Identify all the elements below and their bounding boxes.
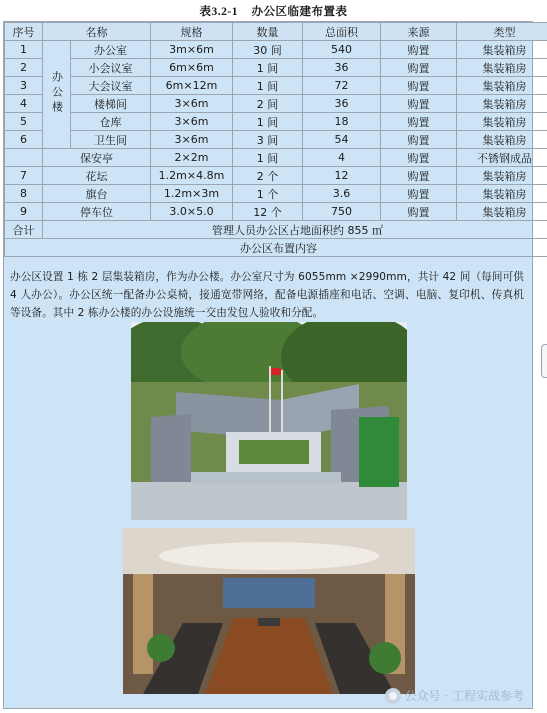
row-qty: 30 间: [233, 41, 303, 59]
row-qty: 1 间: [233, 77, 303, 95]
row-type: 集装箱房: [457, 167, 547, 185]
wechat-logo-icon: [385, 688, 401, 704]
row-number: 9: [5, 203, 43, 221]
row-area: 4: [303, 149, 381, 167]
office-compound-illustration: [131, 322, 407, 520]
total-label: 合计: [5, 221, 43, 239]
side-panel-handle[interactable]: [541, 344, 547, 378]
row-qty: 1 间: [233, 59, 303, 77]
document-sheet: [3, 21, 533, 709]
row-source: 购置: [381, 41, 457, 59]
section-title: 办公区布置内容: [5, 239, 547, 257]
row-type: 集装箱房: [457, 59, 547, 77]
table-title: [0, 3, 547, 19]
row-name: 花坛: [43, 167, 151, 185]
table-title-text: 办公区临建布置表: [251, 4, 348, 18]
header-cell: 名称: [43, 23, 151, 41]
row-type: 集装箱房: [457, 203, 547, 221]
row-source: 购置: [381, 59, 457, 77]
row-spec: 3×6m: [151, 131, 233, 149]
table-row: [5, 59, 547, 77]
table-row: [5, 167, 547, 185]
row-number: 4: [5, 95, 43, 113]
header-cell: 规格: [151, 23, 233, 41]
watermark-text: 公众号 · 工程实战参考: [404, 689, 524, 703]
row-area: 3.6: [303, 185, 381, 203]
group-label: 办公楼: [50, 70, 64, 116]
row-qty: 12 个: [233, 203, 303, 221]
section-title-row: [5, 239, 547, 257]
row-type: 集装箱房: [457, 77, 547, 95]
row-spec: 3×6m: [151, 113, 233, 131]
row-name: 停车位: [43, 203, 151, 221]
row-spec: 3×6m: [151, 95, 233, 113]
total-text: 管理人员办公区占地面积约 855 ㎡: [43, 221, 547, 239]
header-cell: 总面积: [303, 23, 381, 41]
row-source: 购置: [381, 95, 457, 113]
layout-table: [4, 22, 547, 257]
row-source: 购置: [381, 167, 457, 185]
row-spec: 3.0×5.0: [151, 203, 233, 221]
row-spec: 1.2m×3m: [151, 185, 233, 203]
row-name: 卫生间: [71, 131, 151, 149]
row-area: 18: [303, 113, 381, 131]
row-name: 办公室: [71, 41, 151, 59]
table-title-prefix: 表: [199, 4, 212, 18]
row-type: 集装箱房: [457, 185, 547, 203]
group-label-cell: [43, 41, 71, 149]
row-name: 大会议室: [71, 77, 151, 95]
row-number: 3: [5, 77, 43, 95]
table-row: [5, 41, 547, 59]
header-cell: 类型: [457, 23, 547, 41]
row-area: 36: [303, 59, 381, 77]
header-cell: 数量: [233, 23, 303, 41]
row-qty: 3 间: [233, 131, 303, 149]
row-area: 72: [303, 77, 381, 95]
table-row: [5, 149, 547, 167]
table-row: [5, 113, 547, 131]
table-row: [5, 203, 547, 221]
row-number: [5, 149, 43, 167]
table-row: [5, 131, 547, 149]
row-spec: 2×2m: [151, 149, 233, 167]
layout-description: 办公区设置 1 栋 2 层集装箱房，作为办公楼。办公室尺寸为 6055mm ×2990mm，共计 42 间（每间可供 4 人办公）。办公区统一配备办公桌椅，接通宽带网络，配备电源插座和电话、空调、电脑、复印机、传真机等设备。其中 2 栋办公楼的办公设施统一交由发包人验收和分配。: [10, 271, 524, 319]
row-type: 集装箱房: [457, 41, 547, 59]
row-qty: 1 间: [233, 149, 303, 167]
conference-room-illustration: [123, 528, 415, 694]
row-type: 集装箱房: [457, 131, 547, 149]
row-number: 5: [5, 113, 43, 131]
row-source: 购置: [381, 77, 457, 95]
row-spec: 6m×6m: [151, 59, 233, 77]
table-header-row: [5, 23, 547, 41]
total-row: [5, 221, 547, 239]
watermark: [385, 687, 524, 704]
conference-room-rendering: [123, 528, 415, 694]
row-qty: 1 间: [233, 113, 303, 131]
table-row: [5, 95, 547, 113]
row-name: 楼梯间: [71, 95, 151, 113]
row-type: 集装箱房: [457, 113, 547, 131]
row-number: 2: [5, 59, 43, 77]
row-type: 集装箱房: [457, 95, 547, 113]
row-spec: 1.2m×4.8m: [151, 167, 233, 185]
row-qty: 2 间: [233, 95, 303, 113]
row-spec: 6m×12m: [151, 77, 233, 95]
row-source: 购置: [381, 113, 457, 131]
row-name: 保安亭: [43, 149, 151, 167]
row-number: 1: [5, 41, 43, 59]
office-compound-rendering: [131, 322, 407, 520]
row-spec: 3m×6m: [151, 41, 233, 59]
row-source: 购置: [381, 149, 457, 167]
row-name: 小会议室: [71, 59, 151, 77]
row-area: 54: [303, 131, 381, 149]
table-title-number: 3.2-1: [211, 6, 238, 18]
table-row: [5, 77, 547, 95]
row-area: 12: [303, 167, 381, 185]
row-area: 36: [303, 95, 381, 113]
row-name: 旗台: [43, 185, 151, 203]
row-type: 不锈钢成品: [457, 149, 547, 167]
row-name: 仓库: [71, 113, 151, 131]
header-cell: 来源: [381, 23, 457, 41]
row-source: 购置: [381, 203, 457, 221]
row-area: 540: [303, 41, 381, 59]
row-source: 购置: [381, 131, 457, 149]
row-number: 8: [5, 185, 43, 203]
row-source: 购置: [381, 185, 457, 203]
header-cell: 序号: [5, 23, 43, 41]
table-row: [5, 185, 547, 203]
row-area: 750: [303, 203, 381, 221]
row-number: 7: [5, 167, 43, 185]
row-qty: 2 个: [233, 167, 303, 185]
row-number: 6: [5, 131, 43, 149]
row-qty: 1 个: [233, 185, 303, 203]
